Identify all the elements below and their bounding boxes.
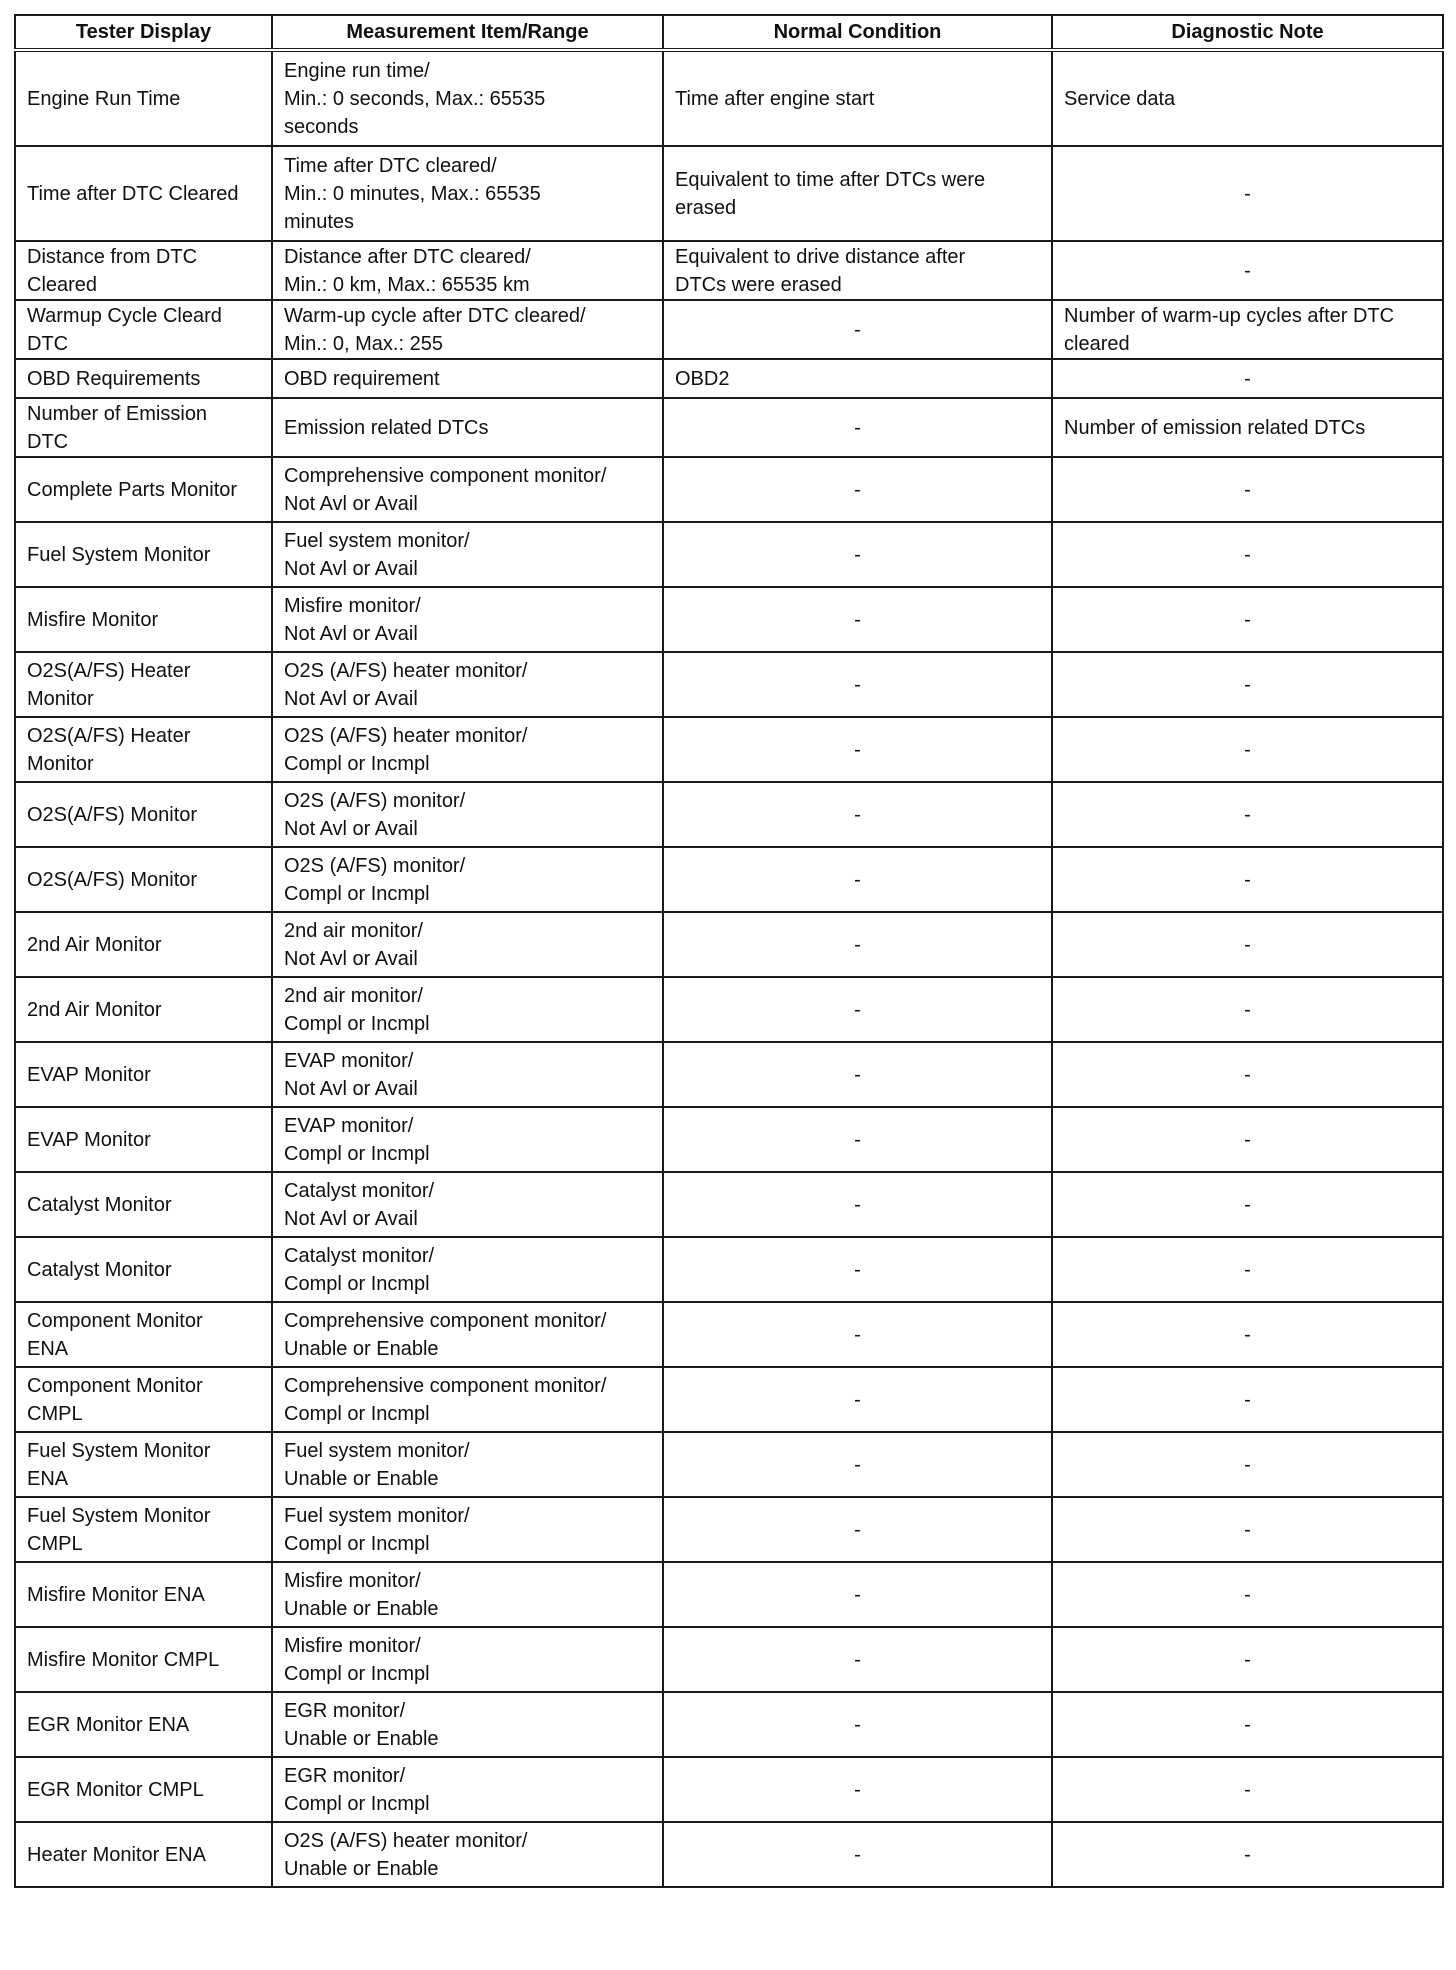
normal-condition-cell: - <box>663 1497 1052 1562</box>
normal-condition-cell: - <box>663 652 1052 717</box>
normal-condition-cell: - <box>663 1107 1052 1172</box>
table-body <box>15 50 1443 1887</box>
table-row <box>15 241 1443 300</box>
table-row <box>15 912 1443 977</box>
table-row <box>15 1172 1443 1237</box>
diagnostic-note-cell: - <box>1052 1692 1443 1757</box>
tester-display-cell: O2S(A/FS) Heater Monitor <box>15 717 272 782</box>
tester-display-cell: Fuel System Monitor <box>15 522 272 587</box>
table-row <box>15 652 1443 717</box>
normal-condition-cell: Equivalent to drive distance after DTCs were erased <box>663 241 1052 300</box>
tester-display-cell: Heater Monitor ENA <box>15 1822 272 1887</box>
table-row <box>15 1042 1443 1107</box>
tester-display-cell: EVAP Monitor <box>15 1042 272 1107</box>
header-diagnostic-note: Diagnostic Note <box>1052 15 1443 50</box>
diagnostic-note-cell: - <box>1052 912 1443 977</box>
normal-condition-cell: - <box>663 522 1052 587</box>
diagnostic-note-cell: - <box>1052 1172 1443 1237</box>
diagnostic-note-cell: - <box>1052 457 1443 522</box>
normal-condition-cell: Equivalent to time after DTCs were erased <box>663 146 1052 241</box>
tester-display-cell: Catalyst Monitor <box>15 1172 272 1237</box>
diagnostic-note-cell: Number of emission related DTCs <box>1052 398 1443 457</box>
diagnostic-note-cell: - <box>1052 522 1443 587</box>
measurement-item-cell: Warm-up cycle after DTC cleared/ Min.: 0, Max.: 255 <box>272 300 663 359</box>
tester-display-cell: Misfire Monitor <box>15 587 272 652</box>
measurement-item-cell: Fuel system monitor/ Not Avl or Avail <box>272 522 663 587</box>
diagnostic-note-cell: - <box>1052 587 1443 652</box>
table-row <box>15 1497 1443 1562</box>
normal-condition-cell: - <box>663 1757 1052 1822</box>
normal-condition-cell: - <box>663 1692 1052 1757</box>
normal-condition-cell: - <box>663 847 1052 912</box>
measurement-item-cell: O2S (A/FS) heater monitor/ Unable or Enable <box>272 1822 663 1887</box>
measurement-item-cell: Comprehensive component monitor/ Compl or Incmpl <box>272 1367 663 1432</box>
measurement-item-cell: O2S (A/FS) monitor/ Compl or Incmpl <box>272 847 663 912</box>
diagnostic-note-cell: - <box>1052 1627 1443 1692</box>
normal-condition-cell: - <box>663 717 1052 782</box>
normal-condition-cell: - <box>663 1432 1052 1497</box>
diagnostic-note-cell: - <box>1052 241 1443 300</box>
table-row <box>15 146 1443 241</box>
diagnostic-note-cell: - <box>1052 847 1443 912</box>
diagnostic-note-cell: - <box>1052 1237 1443 1302</box>
normal-condition-cell: - <box>663 1172 1052 1237</box>
tester-display-cell: Number of Emission DTC <box>15 398 272 457</box>
tester-display-cell: OBD Requirements <box>15 359 272 398</box>
measurement-item-cell: EVAP monitor/ Compl or Incmpl <box>272 1107 663 1172</box>
normal-condition-cell: - <box>663 587 1052 652</box>
normal-condition-cell: - <box>663 912 1052 977</box>
tester-display-cell: Catalyst Monitor <box>15 1237 272 1302</box>
measurement-item-cell: Misfire monitor/ Unable or Enable <box>272 1562 663 1627</box>
table-row <box>15 398 1443 457</box>
header-measurement-item: Measurement Item/Range <box>272 15 663 50</box>
measurement-item-cell: Misfire monitor/ Compl or Incmpl <box>272 1627 663 1692</box>
table-row <box>15 847 1443 912</box>
normal-condition-cell: - <box>663 1302 1052 1367</box>
data-list-sheet <box>14 14 1442 1888</box>
table-row <box>15 300 1443 359</box>
header-normal-condition: Normal Condition <box>663 15 1052 50</box>
measurement-item-cell: 2nd air monitor/ Compl or Incmpl <box>272 977 663 1042</box>
diagnostic-note-cell: - <box>1052 652 1443 717</box>
diagnostic-note-cell: Number of warm-up cycles after DTC cleared <box>1052 300 1443 359</box>
table-row <box>15 782 1443 847</box>
diagnostic-note-cell: - <box>1052 1562 1443 1627</box>
table-row <box>15 359 1443 398</box>
diagnostic-note-cell: - <box>1052 977 1443 1042</box>
table-row <box>15 1692 1443 1757</box>
measurement-item-cell: Distance after DTC cleared/ Min.: 0 km, Max.: 65535 km <box>272 241 663 300</box>
tester-display-cell: Component Monitor CMPL <box>15 1367 272 1432</box>
normal-condition-cell: Time after engine start <box>663 50 1052 146</box>
normal-condition-cell: - <box>663 1822 1052 1887</box>
measurement-item-cell: Engine run time/ Min.: 0 seconds, Max.: 65535 seconds <box>272 50 663 146</box>
tester-display-cell: EVAP Monitor <box>15 1107 272 1172</box>
tester-display-cell: Time after DTC Cleared <box>15 146 272 241</box>
tester-display-cell: Misfire Monitor CMPL <box>15 1627 272 1692</box>
table-header <box>15 15 1443 50</box>
table-row <box>15 1237 1443 1302</box>
diagnostic-note-cell: Service data <box>1052 50 1443 146</box>
tester-display-cell: Fuel System Monitor CMPL <box>15 1497 272 1562</box>
table-row <box>15 1367 1443 1432</box>
normal-condition-cell: - <box>663 1237 1052 1302</box>
table-row <box>15 50 1443 146</box>
measurement-item-cell: O2S (A/FS) heater monitor/ Compl or Incmpl <box>272 717 663 782</box>
measurement-item-cell: EVAP monitor/ Not Avl or Avail <box>272 1042 663 1107</box>
table-row <box>15 1757 1443 1822</box>
diagnostic-note-cell: - <box>1052 782 1443 847</box>
tester-display-cell: EGR Monitor CMPL <box>15 1757 272 1822</box>
measurement-item-cell: Time after DTC cleared/ Min.: 0 minutes, Max.: 65535 minutes <box>272 146 663 241</box>
measurement-item-cell: Catalyst monitor/ Compl or Incmpl <box>272 1237 663 1302</box>
table-row <box>15 522 1443 587</box>
diagnostic-note-cell: - <box>1052 1042 1443 1107</box>
diagnostic-note-cell: - <box>1052 146 1443 241</box>
header-tester-display: Tester Display <box>15 15 272 50</box>
diagnostic-note-cell: - <box>1052 1302 1443 1367</box>
tester-display-cell: O2S(A/FS) Monitor <box>15 847 272 912</box>
measurement-item-cell: Catalyst monitor/ Not Avl or Avail <box>272 1172 663 1237</box>
tester-display-cell: Misfire Monitor ENA <box>15 1562 272 1627</box>
normal-condition-cell: - <box>663 1562 1052 1627</box>
normal-condition-cell: OBD2 <box>663 359 1052 398</box>
table-row <box>15 1432 1443 1497</box>
tester-data-table <box>14 14 1444 1888</box>
diagnostic-note-cell: - <box>1052 1497 1443 1562</box>
header-row <box>15 15 1443 50</box>
table-row <box>15 977 1443 1042</box>
diagnostic-note-cell: - <box>1052 1367 1443 1432</box>
normal-condition-cell: - <box>663 977 1052 1042</box>
table-row <box>15 1627 1443 1692</box>
normal-condition-cell: - <box>663 398 1052 457</box>
measurement-item-cell: Fuel system monitor/ Compl or Incmpl <box>272 1497 663 1562</box>
table-row <box>15 457 1443 522</box>
measurement-item-cell: Comprehensive component monitor/ Not Avl or Avail <box>272 457 663 522</box>
diagnostic-note-cell: - <box>1052 359 1443 398</box>
tester-display-cell: O2S(A/FS) Monitor <box>15 782 272 847</box>
diagnostic-note-cell: - <box>1052 1432 1443 1497</box>
tester-display-cell: 2nd Air Monitor <box>15 912 272 977</box>
table-row <box>15 1562 1443 1627</box>
diagnostic-note-cell: - <box>1052 1107 1443 1172</box>
table-row <box>15 587 1443 652</box>
normal-condition-cell: - <box>663 300 1052 359</box>
measurement-item-cell: 2nd air monitor/ Not Avl or Avail <box>272 912 663 977</box>
normal-condition-cell: - <box>663 1627 1052 1692</box>
measurement-item-cell: O2S (A/FS) heater monitor/ Not Avl or Avail <box>272 652 663 717</box>
measurement-item-cell: Fuel system monitor/ Unable or Enable <box>272 1432 663 1497</box>
tester-display-cell: 2nd Air Monitor <box>15 977 272 1042</box>
tester-display-cell: Component Monitor ENA <box>15 1302 272 1367</box>
tester-display-cell: EGR Monitor ENA <box>15 1692 272 1757</box>
table-row <box>15 717 1443 782</box>
tester-display-cell: Warmup Cycle Cleard DTC <box>15 300 272 359</box>
tester-display-cell: Distance from DTC Cleared <box>15 241 272 300</box>
measurement-item-cell: EGR monitor/ Unable or Enable <box>272 1692 663 1757</box>
tester-display-cell: Fuel System Monitor ENA <box>15 1432 272 1497</box>
normal-condition-cell: - <box>663 1042 1052 1107</box>
normal-condition-cell: - <box>663 1367 1052 1432</box>
normal-condition-cell: - <box>663 782 1052 847</box>
measurement-item-cell: Comprehensive component monitor/ Unable or Enable <box>272 1302 663 1367</box>
normal-condition-cell: - <box>663 457 1052 522</box>
tester-display-cell: Complete Parts Monitor <box>15 457 272 522</box>
measurement-item-cell: OBD requirement <box>272 359 663 398</box>
measurement-item-cell: Misfire monitor/ Not Avl or Avail <box>272 587 663 652</box>
measurement-item-cell: EGR monitor/ Compl or Incmpl <box>272 1757 663 1822</box>
diagnostic-note-cell: - <box>1052 1822 1443 1887</box>
tester-display-cell: O2S(A/FS) Heater Monitor <box>15 652 272 717</box>
table-row <box>15 1822 1443 1887</box>
diagnostic-note-cell: - <box>1052 717 1443 782</box>
table-row <box>15 1302 1443 1367</box>
table-row <box>15 1107 1443 1172</box>
tester-display-cell: Engine Run Time <box>15 50 272 146</box>
measurement-item-cell: O2S (A/FS) monitor/ Not Avl or Avail <box>272 782 663 847</box>
measurement-item-cell: Emission related DTCs <box>272 398 663 457</box>
diagnostic-note-cell: - <box>1052 1757 1443 1822</box>
